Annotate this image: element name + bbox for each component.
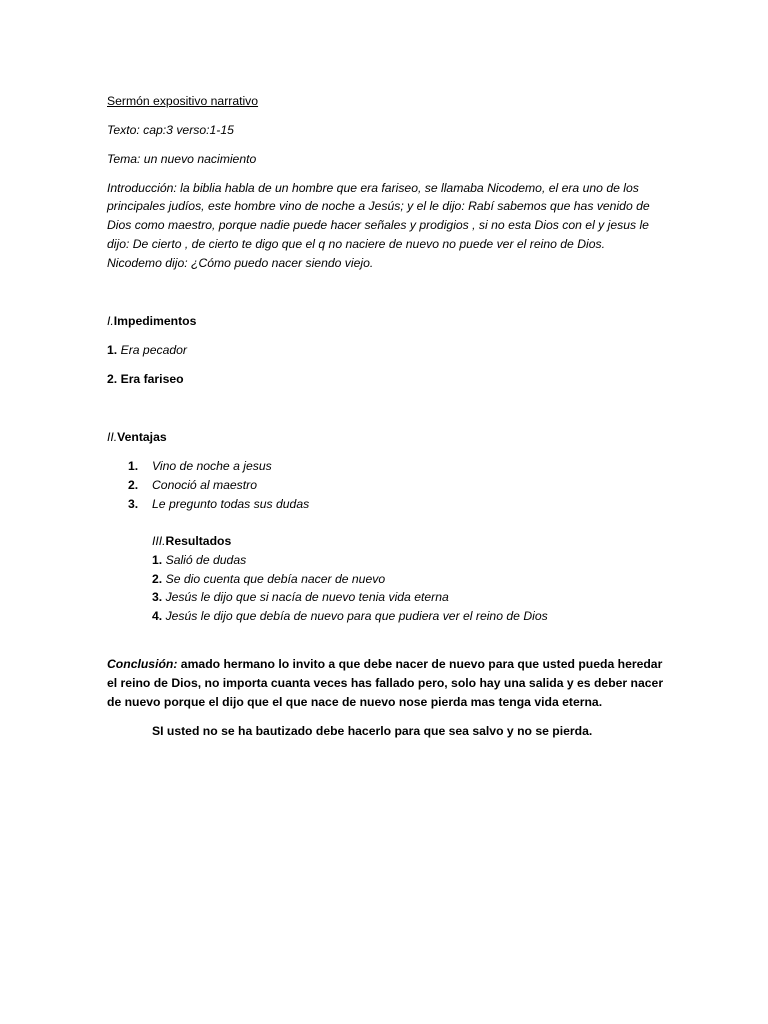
list-item-number: 3. [152,590,163,604]
list-item-text: Era fariseo [120,372,184,386]
list-item [107,341,187,360]
list-item-text: Jesús le dijo que debía de nuevo para que pudiera ver el reino de Dios [165,609,548,623]
roman-numeral: I. [107,314,114,328]
list-item-text: Conoció al maestro [152,478,257,492]
list-item [152,551,246,570]
list-item [152,607,548,626]
texto-line: Texto: cap:3 verso:1-15 [107,123,234,137]
list-item [152,588,449,607]
section-impedimentos-heading [107,312,196,331]
list-item-number: 1. [107,343,118,357]
list-item [128,457,272,476]
section-heading: Ventajas [117,430,167,444]
intro-line: dijo: De cierto , de cierto te digo que el q no naciere de nuevo no puede ver el reino de Dios. [107,237,605,251]
list-item-text: Le pregunto todas sus dudas [152,497,310,511]
list-item-number: 2. [107,372,118,386]
intro-line: Dios como maestro, porque nadie puede hacer señales y prodigios , si no esta Dios con el y jesus le [107,218,649,232]
section-heading: Impedimentos [113,314,197,328]
roman-numeral: II. [107,430,118,444]
list-item [152,570,385,589]
roman-numeral: III. [152,534,166,548]
conclusion-line [107,655,662,674]
intro-line: Introducción: la biblia habla de un hombre que era fariseo, se llamaba Nicodemo, el era uno de los [107,181,639,195]
list-item-number: 3. [128,497,139,511]
conclusion-line: de nuevo porque el dijo que el que nace de nuevo nose pierda mas tenga vida eterna. [107,695,603,709]
intro-line: principales judíos, este hombre vino de noche a Jesús; y el le dijo: Rabí sabemos que has venido de [107,199,650,213]
list-item [128,476,257,495]
conclusion-line: el reino de Dios, no importa cuanta veces has fallado pero, solo hay una salida y es deber nacer [107,676,664,690]
list-item [107,370,184,389]
closing-statement: SI usted no se ha bautizado debe hacerlo para que sea salvo y no se pierda. [152,724,593,738]
list-item-text: Vino de noche a jesus [152,459,272,473]
list-item-number: 2. [128,478,139,492]
list-item-number: 4. [152,609,163,623]
section-heading: Resultados [165,534,232,548]
list-item-text: Jesús le dijo que si nacía de nuevo tenia vida eterna [165,590,449,604]
conclusion-text: amado hermano lo invito a que debe nacer de nuevo para que usted pueda heredar [177,657,663,671]
list-item-number: 2. [152,572,163,586]
section-resultados-heading [152,532,231,551]
document-title: Sermón expositivo narrativo [107,94,259,108]
conclusion-label: Conclusión: [107,657,178,671]
list-item-number: 1. [128,459,139,473]
list-item-text: Era pecador [120,343,187,357]
list-item [128,495,309,514]
intro-line: Nicodemo dijo: ¿Cómo puedo nacer siendo viejo. [107,256,374,270]
section-ventajas-heading [107,428,167,447]
list-item-text: Se dio cuenta que debía nacer de nuevo [165,572,386,586]
list-item-number: 1. [152,553,163,567]
tema-line: Tema: un nuevo nacimiento [107,152,257,166]
list-item-text: Salió de dudas [165,553,247,567]
